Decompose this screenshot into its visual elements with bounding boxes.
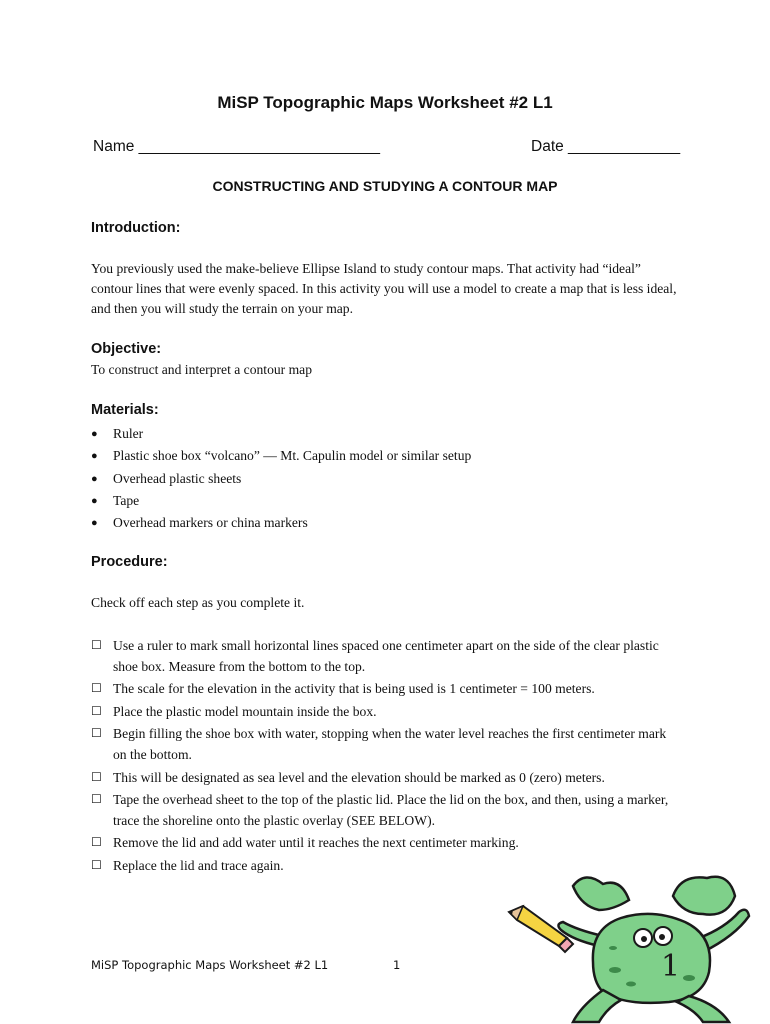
list-item: ● Overhead markers or china markers xyxy=(91,512,471,534)
page-number: 1 xyxy=(393,958,401,972)
bullet-icon: ● xyxy=(91,494,98,507)
bullet-icon: ● xyxy=(91,450,98,463)
checkbox-icon[interactable]: ☐ xyxy=(91,857,102,872)
procedure-steps xyxy=(91,635,681,877)
frog-mascot-illustration xyxy=(503,866,765,1024)
checkbox-icon[interactable]: ☐ xyxy=(91,726,102,741)
list-item: ● Tape xyxy=(91,490,471,512)
frog-badge-number: 1 xyxy=(661,949,681,984)
objective-heading: Objective: xyxy=(91,341,162,357)
introduction-text: You previously used the make-believe Ellipse Island to study contour maps. That activity had “ideal” contour lines that were evenly spaced. In this activity you will use a model to create a map that is less ideal, and then you will study the terrain on your map. xyxy=(91,261,677,316)
bullet-icon: ● xyxy=(91,472,98,485)
bullet-icon: ● xyxy=(91,428,98,440)
name-field: Name ____________________________ xyxy=(93,138,381,155)
section-subtitle: CONSTRUCTING AND STUDYING A CONTOUR MAP xyxy=(212,178,558,194)
list-item: ● Ruler xyxy=(91,423,471,445)
worksheet-title: MiSP Topographic Maps Worksheet #2 L1 xyxy=(217,93,553,112)
footer-title: MiSP Topographic Maps Worksheet #2 L1 xyxy=(91,958,329,972)
procedure-instruction: Check off each step as you complete it. xyxy=(91,595,305,610)
procedure-step[interactable]: ☐ Tape the overhead sheet to the top of the plastic lid. Place the lid on the box, and then, using a marker, trace the shoreline onto the plastic overlay (SEE BELOW). xyxy=(91,789,681,831)
introduction-heading: Introduction: xyxy=(91,220,181,236)
materials-heading: Materials: xyxy=(91,402,159,418)
procedure-step[interactable]: ☐ Place the plastic model mountain inside the box. xyxy=(91,701,681,722)
procedure-step[interactable]: ☐ This will be designated as sea level and the elevation should be marked as 0 (zero) meters. xyxy=(91,767,681,788)
checkbox-icon[interactable]: ☐ xyxy=(91,703,102,718)
procedure-step[interactable]: ☐ Begin filling the shoe box with water, stopping when the water level reaches the first centimeter mark on the bottom. xyxy=(91,723,681,765)
procedure-step[interactable]: ☐ Replace the lid and trace again. xyxy=(91,855,681,876)
checkbox-icon[interactable]: ☐ xyxy=(91,791,102,806)
checkbox-icon[interactable]: ☐ xyxy=(91,835,102,850)
list-item: ● Overhead plastic sheets xyxy=(91,468,471,490)
bullet-icon: ● xyxy=(91,517,98,530)
checkbox-icon[interactable]: ☐ xyxy=(91,681,102,696)
checkbox-icon[interactable]: ☐ xyxy=(91,638,102,652)
procedure-step[interactable]: ☐ The scale for the elevation in the activity that is being used is 1 centimeter = 100 meters. xyxy=(91,678,681,699)
procedure-step[interactable]: ☐ Use a ruler to mark small horizontal lines spaced one centimeter apart on the side of the clear plastic shoe box. Measure from the bottom to the top. xyxy=(91,635,681,677)
objective-text: To construct and interpret a contour map xyxy=(91,362,313,377)
materials-list xyxy=(91,423,471,534)
procedure-heading: Procedure: xyxy=(91,554,168,570)
checkbox-icon[interactable]: ☐ xyxy=(91,769,102,784)
date-field: Date _____________ xyxy=(531,138,681,155)
list-item: ● Plastic shoe box “volcano” — Mt. Capulin model or similar setup xyxy=(91,445,471,467)
procedure-step[interactable]: ☐ Remove the lid and add water until it reaches the next centimeter marking. xyxy=(91,832,681,853)
